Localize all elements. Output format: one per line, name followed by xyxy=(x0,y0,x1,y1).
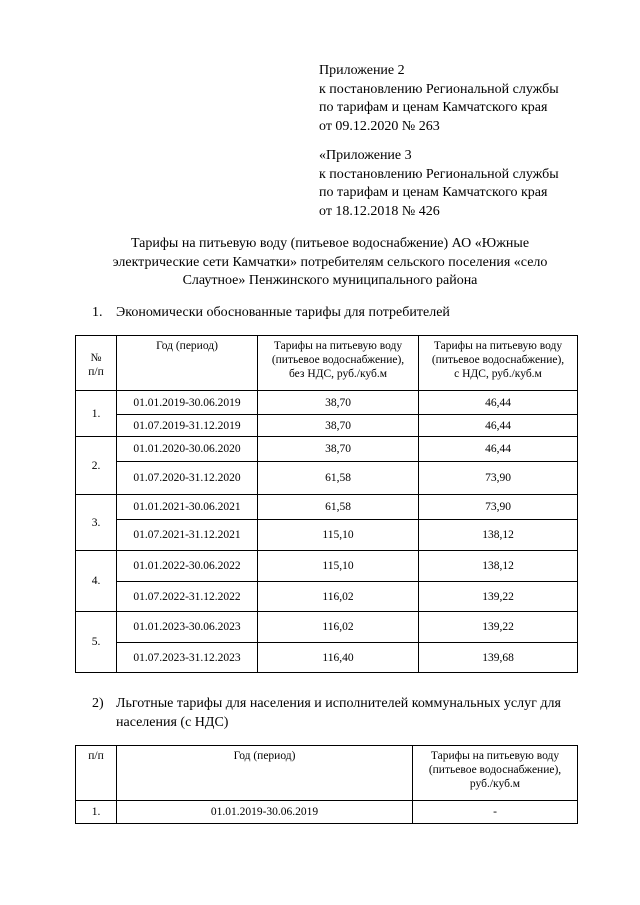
row-num: 5. xyxy=(76,612,117,673)
table-row xyxy=(76,462,578,495)
row-no-vat: 38,70 xyxy=(258,391,419,415)
row-period: 01.07.2022-31.12.2022 xyxy=(117,582,258,612)
row-period: 01.01.2019-30.06.2019 xyxy=(117,801,413,824)
section-1-heading xyxy=(92,303,450,322)
table-header-row xyxy=(76,746,578,801)
table-row xyxy=(76,495,578,520)
header-num-line: п/п xyxy=(88,365,104,378)
row-num: 3. xyxy=(76,495,117,551)
header-no-vat xyxy=(258,336,419,391)
row-with-vat: 139,22 xyxy=(419,612,578,643)
row-period: 01.07.2023-31.12.2023 xyxy=(117,643,258,673)
table-row xyxy=(76,551,578,582)
section-1-number: 1. xyxy=(92,305,103,320)
header-period: Год (период) xyxy=(117,336,258,391)
table-row xyxy=(76,582,578,612)
table-row xyxy=(76,801,578,824)
table-row xyxy=(76,391,578,415)
table-row xyxy=(76,520,578,551)
row-period: 01.01.2023-30.06.2023 xyxy=(117,612,258,643)
header-num: п/п xyxy=(76,746,117,801)
header-tariff-line: Тарифы на питьевую воду xyxy=(430,750,560,762)
row-no-vat: 115,10 xyxy=(258,520,419,551)
appendix-2-line: по тарифам и ценам Камчатского края xyxy=(319,100,548,115)
row-period: 01.01.2019-30.06.2019 xyxy=(117,391,258,415)
row-with-vat: 46,44 xyxy=(419,415,578,437)
appendix-3-header xyxy=(319,147,559,221)
header-no-vat-line: без НДС, руб./куб.м xyxy=(288,368,388,380)
title-line: Тарифы на питьевую воду (питьевое водоснабжение) АО «Южные xyxy=(130,236,530,251)
row-no-vat: 116,02 xyxy=(258,582,419,612)
row-with-vat: 139,68 xyxy=(419,643,578,673)
tariffs-table-economic xyxy=(75,335,578,673)
section-2-heading xyxy=(92,694,612,732)
header-num-line: № xyxy=(90,351,102,364)
row-period: 01.01.2021-30.06.2021 xyxy=(117,495,258,520)
header-no-vat-line: Тарифы на питьевую воду xyxy=(273,340,403,352)
section-2-line: Льготные тарифы для населения и исполнителей коммунальных услуг для xyxy=(116,696,561,711)
appendix-2-line: Приложение 2 xyxy=(319,63,405,78)
header-with-vat-line: Тарифы на питьевую воду xyxy=(433,340,563,352)
table-row xyxy=(76,612,578,643)
row-num: 2. xyxy=(76,437,117,495)
row-with-vat: 46,44 xyxy=(419,391,578,415)
row-with-vat: 138,12 xyxy=(419,551,578,582)
title-line: Слаутное» Пенжинского муниципального района xyxy=(182,273,478,288)
row-no-vat: 116,02 xyxy=(258,612,419,643)
header-with-vat-line: (питьевое водоснабжение), xyxy=(431,354,565,366)
row-with-vat: 73,90 xyxy=(419,495,578,520)
row-period: 01.07.2019-31.12.2019 xyxy=(117,415,258,437)
appendix-3-line: «Приложение 3 xyxy=(319,148,412,163)
header-tariff-line: (питьевое водоснабжение), xyxy=(428,764,562,776)
row-period: 01.07.2021-31.12.2021 xyxy=(117,520,258,551)
row-no-vat: 38,70 xyxy=(258,437,419,462)
appendix-3-line: от 18.12.2018 № 426 xyxy=(319,203,440,219)
header-tariff-line: руб./куб.м xyxy=(469,778,521,790)
row-period: 01.01.2022-30.06.2022 xyxy=(117,551,258,582)
section-2-text xyxy=(116,694,561,732)
appendix-2-line: к постановлению Региональной службы xyxy=(319,81,559,97)
row-no-vat: 38,70 xyxy=(258,415,419,437)
header-num xyxy=(76,336,117,391)
section-2-number: 2) xyxy=(92,696,104,711)
row-with-vat: 138,12 xyxy=(419,520,578,551)
appendix-3-line: по тарифам и ценам Камчатского края xyxy=(319,185,548,200)
header-with-vat-line: с НДС, руб./куб.м xyxy=(454,368,542,380)
row-with-vat: 139,22 xyxy=(419,582,578,612)
row-period: 01.07.2020-31.12.2020 xyxy=(117,462,258,495)
appendix-3-line: к постановлению Региональной службы xyxy=(319,166,559,182)
header-tariff xyxy=(413,746,578,801)
appendix-2-header xyxy=(319,62,559,136)
row-num: 4. xyxy=(76,551,117,612)
row-no-vat: 61,58 xyxy=(258,462,419,495)
row-num: 1. xyxy=(76,801,117,824)
row-with-vat: 73,90 xyxy=(419,462,578,495)
row-no-vat: 61,58 xyxy=(258,495,419,520)
table-row xyxy=(76,415,578,437)
table-row xyxy=(76,437,578,462)
title-line: электрические сети Камчатки» потребителям сельского поселения «село xyxy=(112,254,548,270)
appendix-2-line: от 09.12.2020 № 263 xyxy=(319,118,440,134)
row-period: 01.01.2020-30.06.2020 xyxy=(117,437,258,462)
table-header-row xyxy=(76,336,578,391)
section-2-line: населения (с НДС) xyxy=(116,715,229,730)
tariffs-table-preferential xyxy=(75,745,578,824)
section-1-text: Экономически обоснованные тарифы для потребителей xyxy=(116,305,450,320)
row-no-vat: 116,40 xyxy=(258,643,419,673)
row-no-vat: 115,10 xyxy=(258,551,419,582)
row-tariff: - xyxy=(413,801,578,824)
header-no-vat-line: (питьевое водоснабжение), xyxy=(271,354,405,366)
header-period: Год (период) xyxy=(117,746,413,801)
header-with-vat xyxy=(419,336,578,391)
document-title xyxy=(80,235,580,291)
row-with-vat: 46,44 xyxy=(419,437,578,462)
table-row xyxy=(76,643,578,673)
row-num: 1. xyxy=(76,391,117,437)
